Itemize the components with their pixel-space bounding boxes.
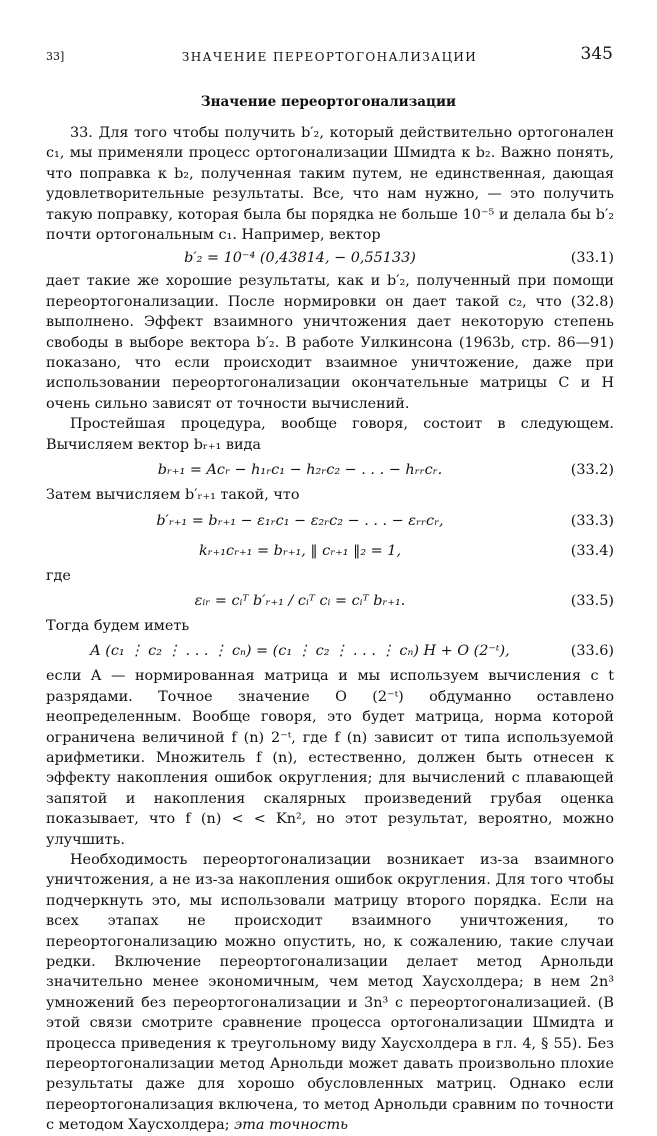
equation-33-2: [46, 455, 614, 485]
paragraph-7: если A — нормированная матрица и мы используем вычисления с t разрядами. Точное значение O (2⁻ᵗ) обдуманно оставлено неопределенным. Вообще говоря, это будет матрица, норма которой ограничена величиной f (n) 2⁻ᵗ, где f (n) зависит от типа используемой арифметики. Множитель f (n), естественно, должен быть отнесен к эффекту накопления ошибок округления; для вычислений с плавающей запятой и накопления скалярных произведений грубая оценка показывает, что f (n) < < Kn², но этот результат, вероятно, можно улучшить.: [46, 668, 614, 848]
equation-33-6: [46, 636, 614, 666]
equation-formula: b′₂ = 10⁻⁴ (0,43814, − 0,55133): [184, 250, 416, 267]
equation-33-1: [46, 245, 614, 271]
paragraph-8-italic-tail: эта точность: [234, 1117, 348, 1134]
running-title: ЗНАЧЕНИЕ ПЕРЕОРТОГОНАЛИЗАЦИИ: [181, 50, 478, 64]
running-header: [46, 44, 613, 68]
equation-formula: kᵣ₊₁cᵣ₊₁ = bᵣ₊₁, ‖ cᵣ₊₁ ‖₂ = 1,: [198, 542, 402, 559]
section-title: Значение переортогонализации: [200, 94, 457, 110]
page-number: 345: [580, 44, 613, 64]
equation-formula: b′ᵣ₊₁ = bᵣ₊₁ − ε₁ᵣc₁ − ε₂ᵣc₂ − . . . − εᵣᵣcᵣ,: [156, 512, 444, 529]
equation-number: (33.4): [570, 542, 614, 559]
equation-number: (33.2): [570, 462, 614, 479]
paragraph-3: Простейшая процедура, вообще говоря, состоит в следующем. Вычисляем вектор bᵣ₊₁ вида: [46, 416, 614, 453]
equation-33-5: [46, 586, 614, 616]
equation-formula: A (c₁ ⋮ c₂ ⋮ . . . ⋮ cₙ) = (c₁ ⋮ c₂ ⋮ . . . ⋮ cₙ) H + O (2⁻ᵗ),: [90, 643, 510, 660]
equation-formula: bᵣ₊₁ = Acᵣ − h₁ᵣc₁ − h₂ᵣc₂ − . . . − hᵣᵣcᵣ.: [157, 462, 443, 479]
paragraph-8-text: Необходимость переортогонализации возникает из-за взаимного уничтожения, а не из-за накопления ошибок округления. Для того чтобы подчеркнуть это, мы использовали матрицу второго порядка. Если на всех этапах не происходит взаимного уничтожения, то переортогонализацию можно опустить, но, к сожалению, такие случаи редки. Включение переортогонализации делает метод Арнольди значительно менее экономичным, чем метод Хаусхолдера; в нем 2n³ умножений без переортогонализации и 3n³ с переортогонализацией. (В этой связи смотрите сравнение процесса ортогонализации Шмидта и процесса приведения к треугольному виду Хаусхолдера в гл. 4, § 55). Без переортогонализации метод Арнольди может давать произвольно плохие результаты даже для хорошо обусловленных матриц. Однако если переортогонализация включена, то метод Арнольди сравним по точности с методом Хаусхолдера;: [46, 851, 614, 1134]
equation-number: (33.3): [570, 512, 614, 529]
equation-33-3: [46, 506, 614, 536]
section-marker: 33]: [46, 50, 65, 63]
paragraph-4: Затем вычисляем b′ᵣ₊₁ такой, что: [46, 487, 300, 504]
paragraph-6: Тогда будем иметь: [46, 617, 190, 634]
paragraph-8: [46, 850, 614, 1136]
paragraph-2: дает такие же хорошие результаты, как и b′₂, полученный при помощи переортогонализации. После нормировки он дает такой c₂, что (32.8) выполнено. Эффект взаимного уничтожения дает некоторую степень свободы в выборе вектора b′₂. В работе Уилкинсона (1963b, стр. 86—91) показано, что если происходит взаимное уничтожение, даже при использовании переортогонализации окончательные матрицы C и H очень сильно зависят от точности вычислений.: [46, 273, 614, 412]
equation-number: (33.1): [570, 250, 614, 267]
paragraph-5: где: [46, 567, 71, 584]
equation-formula: εᵢᵣ = cᵢᵀ b′ᵣ₊₁ / cᵢᵀ cᵢ = cᵢᵀ bᵣ₊₁.: [194, 592, 406, 609]
equation-number: (33.6): [570, 643, 614, 660]
paragraph-1: 33. Для того чтобы получить b′₂, который действительно ортогонален c₁, мы применяли процесс ортогонализации Шмидта к b₂. Важно понять, что поправка к b₂, полученная таким путем, не единственная, дающая удовлетворительные результаты. Все, что нам нужно, — это получить такую поправку, которая была бы порядка не больше 10⁻⁵ и делала бы b′₂ почти ортогональным c₁. Например, вектор: [46, 125, 614, 244]
body-text: [46, 123, 614, 1136]
equation-33-4: [46, 536, 614, 566]
equation-number: (33.5): [570, 592, 614, 609]
